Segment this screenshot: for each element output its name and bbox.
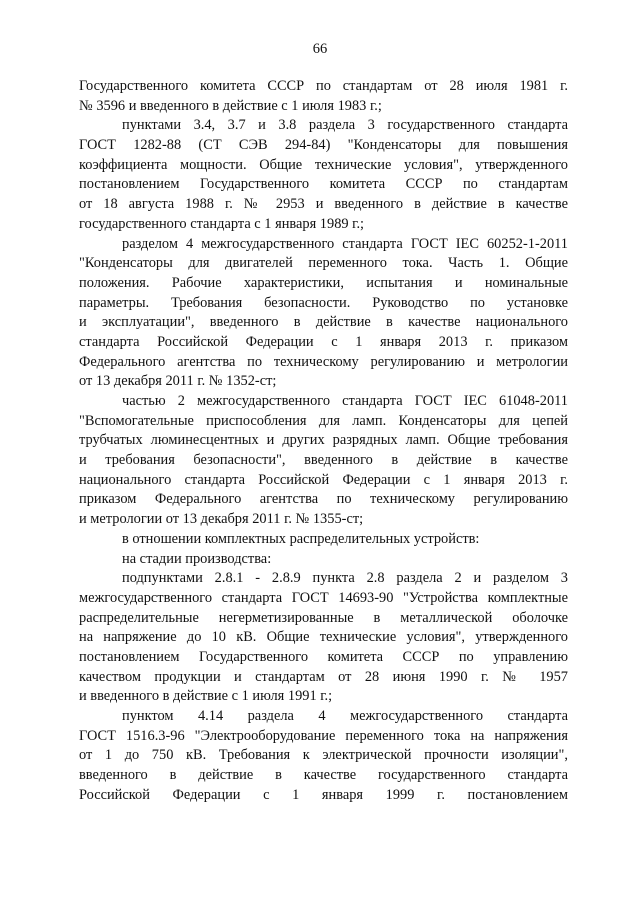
text-line: и эксплуатации", введенного в действие в качестве национального xyxy=(79,314,568,331)
text-line: стандарта Российской Федерации с 1 января 2013 г. приказом xyxy=(79,333,568,350)
text-line: Российской Федерации с 1 января 1999 г. постановлением xyxy=(79,786,568,803)
text-line: трубчатых люминесцентных и других разрядных ламп. Общие требования xyxy=(79,432,568,449)
text-line: в отношении комплектных распределительных устройств: xyxy=(122,530,480,547)
text-line: подпунктами 2.8.1 - 2.8.9 пункта 2.8 раздела 2 и разделом 3 xyxy=(122,570,568,587)
text-line: национального стандарта Российской Федерации с 1 января 2013 г. xyxy=(79,471,568,488)
text-line: ГОСТ 1282-88 (СТ СЭВ 294-84) "Конденсаторы для повышения xyxy=(79,137,568,154)
text-line: ГОСТ 1516.3-96 "Электрооборудование переменного тока на напряжения xyxy=(79,727,568,744)
text-line: введенного в действие в качестве государственного стандарта xyxy=(79,767,568,784)
text-line: пунктом 4.14 раздела 4 межгосударственного стандарта xyxy=(122,708,568,724)
text-line: от 13 декабря 2011 г. № 1352-ст; xyxy=(79,373,277,390)
page-number: 66 xyxy=(312,41,328,57)
text-line: на стадии производства: xyxy=(122,550,272,567)
text-line: и требования безопасности", введенного в действие в качестве xyxy=(79,452,568,469)
text-line: разделом 4 межгосударственного стандарта ГОСТ IEC 60252-1-2011 xyxy=(122,235,568,252)
text-line: № 3596 и введенного в действие с 1 июля 1983 г.; xyxy=(79,97,382,114)
text-line: коэффициента мощности. Общие технические условия", утвержденного xyxy=(79,156,568,173)
text-line: от 18 августа 1988 г. № 2953 и введенного в действие в качестве xyxy=(79,196,568,213)
text-line: на напряжение до 10 кВ. Общие технические условия", утвержденного xyxy=(79,629,568,646)
text-line: государственного стандарта с 1 января 1989 г.; xyxy=(79,215,365,232)
text-line: "Конденсаторы для двигателей переменного тока. Часть 1. Общие xyxy=(79,255,568,272)
text-line: постановлением Государственного комитета СССР по управлению xyxy=(79,648,568,665)
text-line: качеством продукции и стандартам от 28 июня 1990 г. № 1957 xyxy=(79,668,568,685)
text-line: и метрологии от 13 декабря 2011 г. № 1355-ст; xyxy=(79,511,364,528)
text-line: частью 2 межгосударственного стандарта ГОСТ IEC 61048-2011 xyxy=(122,393,568,409)
text-line: распределительные негерметизированные в металлической оболочке xyxy=(79,609,568,626)
text-line: постановлением Государственного комитета СССР по стандартам xyxy=(79,176,568,193)
document-body xyxy=(79,77,568,805)
text-line: пунктами 3.4, 3.7 и 3.8 раздела 3 государственного стандарта xyxy=(122,117,568,134)
text-line: от 1 до 750 кВ. Требования к электрической прочности изоляции", xyxy=(79,747,568,764)
text-line: параметры. Требования безопасности. Руководство по установке xyxy=(79,294,568,311)
text-line: положения. Рабочие характеристики, испытания и номинальные xyxy=(79,274,568,291)
text-line: и введенного в действие с 1 июля 1991 г.; xyxy=(79,688,333,705)
text-line: Федерального агентства по техническому регулированию и метрологии xyxy=(79,353,568,370)
text-line: межгосударственного стандарта ГОСТ 14693-90 "Устройства комплектные xyxy=(79,589,568,606)
text-line: "Вспомогательные приспособления для ламп. Конденсаторы для цепей xyxy=(79,412,568,429)
text-line: Государственного комитета СССР по стандартам от 28 июля 1981 г. xyxy=(79,78,568,94)
text-line: приказом Федерального агентства по техническому регулированию xyxy=(79,491,568,508)
